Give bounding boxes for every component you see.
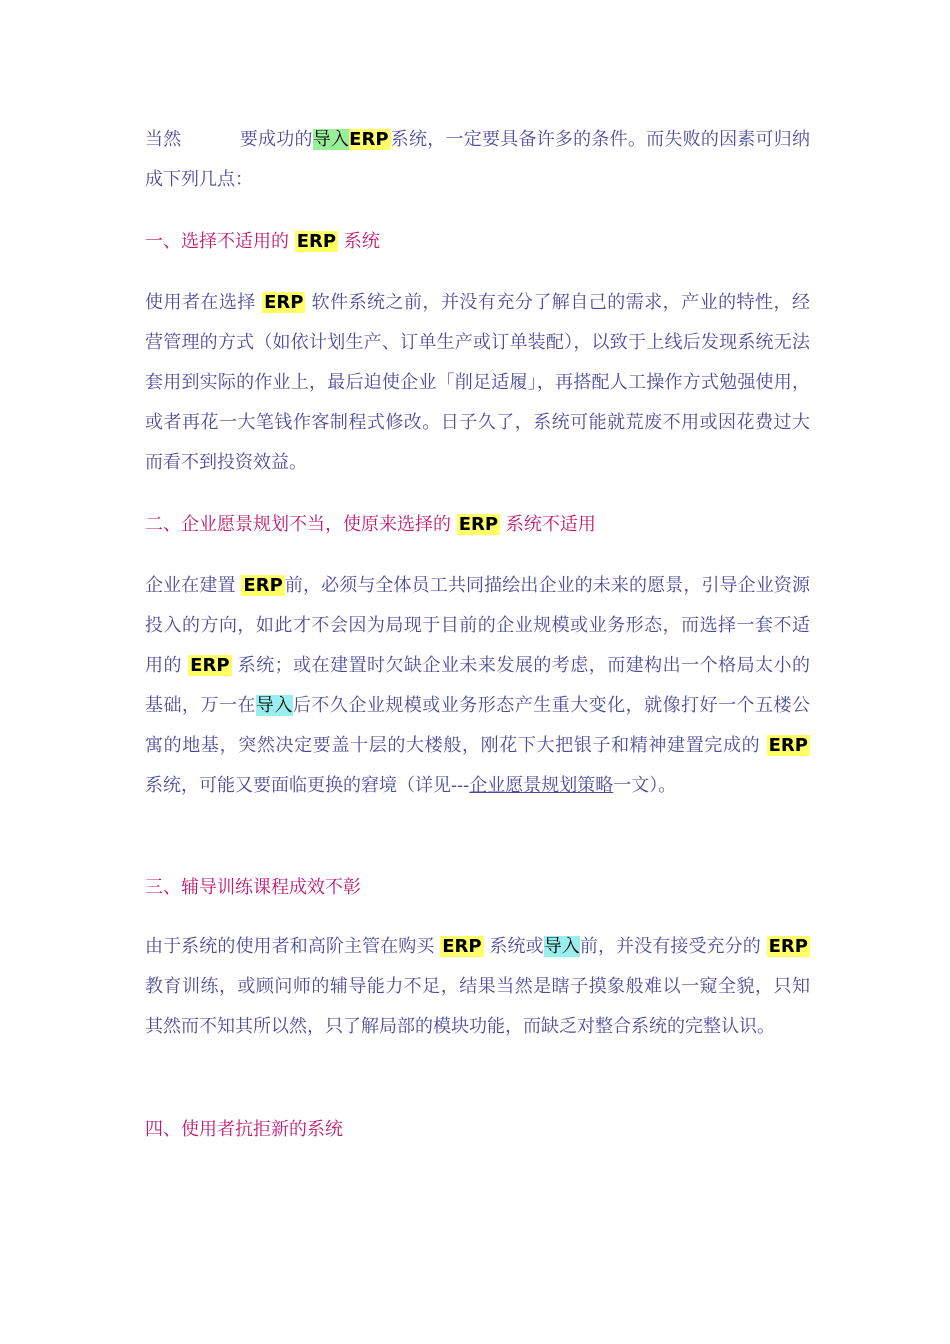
paragraph-text: 企业在建置 bbox=[145, 575, 242, 596]
erp-highlight: ERP bbox=[296, 231, 337, 252]
intro-text-1: 当然 bbox=[145, 129, 182, 150]
intro-text-2: 要成功的 bbox=[239, 129, 313, 150]
vision-strategy-link[interactable]: 企业愿景规划策略 bbox=[469, 775, 614, 796]
import-highlight: 导入 bbox=[312, 129, 350, 150]
section-3-heading bbox=[145, 868, 810, 908]
erp-highlight: ERP bbox=[442, 936, 482, 957]
erp-highlight: ERP bbox=[768, 735, 808, 756]
paragraph-text: 系统；或在建置时欠缺企业未来发展的考虑，而建构出一个格局太小的基础，万一在 bbox=[145, 655, 810, 716]
paragraph-text: 前，并没有接受充分的 bbox=[579, 936, 767, 957]
heading-text: 二、企业愿景规划不当，使原来选择的 bbox=[145, 514, 457, 535]
import-highlight: 导入 bbox=[255, 695, 293, 716]
section-1-heading bbox=[145, 222, 810, 262]
heading-text: 四、使用者抗拒新的系统 bbox=[145, 1119, 343, 1140]
erp-highlight: ERP bbox=[768, 936, 808, 957]
heading-text: 一、选择不适用的 bbox=[145, 231, 295, 252]
section-3-paragraph bbox=[145, 927, 816, 1047]
heading-text: 三、辅导训练课程成效不彰 bbox=[145, 877, 361, 898]
paragraph-text: 由于系统的使用者和高阶主管在购买 bbox=[145, 936, 441, 957]
erp-highlight: ERP bbox=[458, 514, 499, 535]
paragraph-text: 系统或 bbox=[483, 936, 544, 957]
paragraph-text: 后不久企业规模或业务形态产生重大变化，就像打好一个五楼公寓的地基，突然决定要盖十层的大楼般，刚花下大把银子和精神建置完成的 bbox=[145, 695, 811, 756]
erp-highlight: ERP bbox=[349, 129, 389, 150]
section-2-paragraph bbox=[145, 566, 816, 806]
import-highlight: 导入 bbox=[543, 936, 580, 957]
paragraph-text: 前，必须与全体员工共同描绘出企业的未来的愿景，引导企业资源投入的方向，如此才不会因为局现于目前的企业规模或业务形态，而选择一套不适用的 bbox=[145, 575, 810, 676]
intro-paragraph bbox=[145, 120, 810, 200]
erp-highlight: ERP bbox=[264, 292, 304, 313]
paragraph-text: 一文）。 bbox=[613, 775, 677, 796]
paragraph-text: 软件系统之前，并没有充分了解自己的需求，产业的特性，经营管理的方式（如依计划生产、订单生产或订单装配），以致于上线后发现系统无法套用到实际的作业上，最后迫使企业「削足适履」，再搭配人工操作方式勉强使用，或者再花一大笔钱作客制程式修改。日子久了，系统可能就荒废不用或因花费过大而看不到投资效益。 bbox=[145, 292, 810, 473]
intro-text-3: 系统，一定要具备许多的条件。而失败的因素可归纳成下列几点： bbox=[145, 129, 811, 190]
paragraph-text: 系统，可能又要面临更换的窘境（详见--- bbox=[145, 735, 816, 796]
heading-text: 系统 bbox=[338, 231, 380, 252]
erp-highlight: ERP bbox=[190, 655, 230, 676]
section-2-heading bbox=[145, 505, 810, 545]
heading-text: 系统不适用 bbox=[500, 514, 596, 535]
erp-highlight: ERP bbox=[243, 575, 283, 596]
paragraph-text: 使用者在选择 bbox=[145, 292, 263, 313]
section-4-heading bbox=[145, 1110, 810, 1150]
paragraph-text: 教育训练，或顾问师的辅导能力不足，结果当然是瞎子摸象般难以一窥全貌，只知其然而不知其所以然，只了解局部的模块功能，而缺乏对整合系统的完整认识。 bbox=[145, 936, 816, 1037]
section-1-paragraph bbox=[145, 283, 810, 483]
